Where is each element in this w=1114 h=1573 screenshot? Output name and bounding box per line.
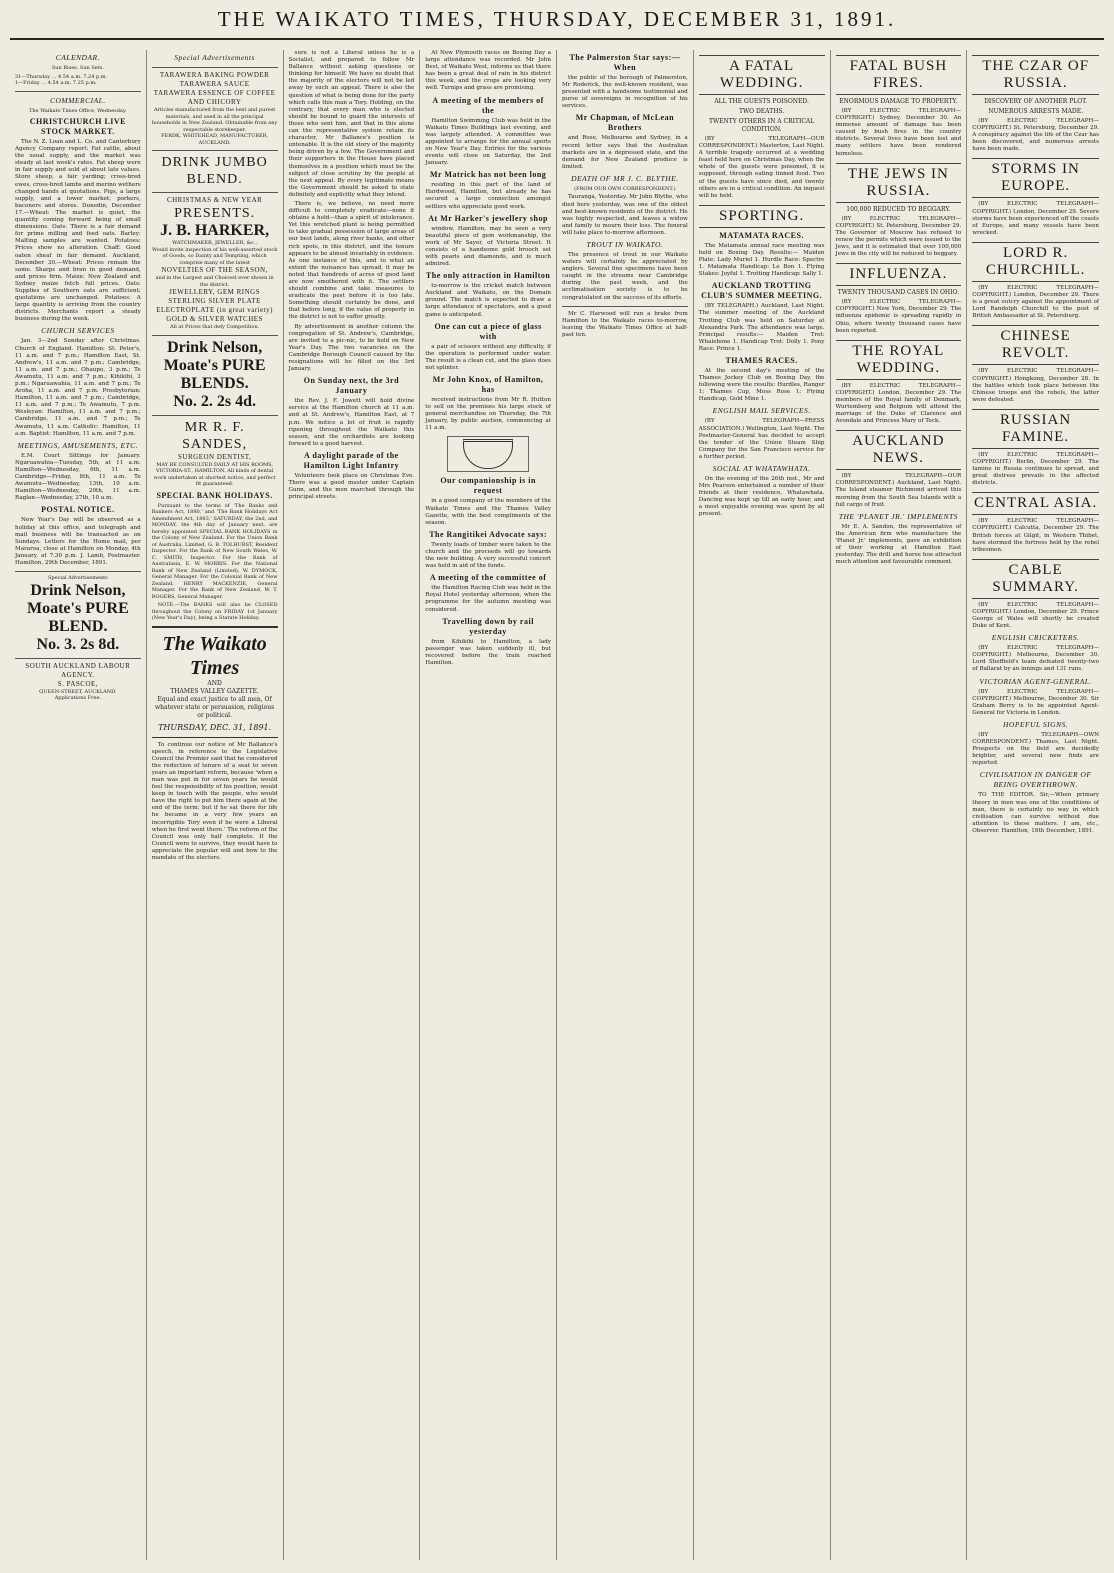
agency-person: S. PASCOE, bbox=[57, 679, 99, 688]
commercial-subheading: The Waikato Times Office, Wednesday. bbox=[29, 107, 127, 114]
harker-name: J. B. HARKER, bbox=[160, 222, 270, 239]
editorial-body: To continue our notice of Mr Ballance's speech, in reference to the Legislative Council the Premier said that he considered the reduction of tenure of a seat to seven years an important reform, because 'when a man was put in for seven years he would feel the responsibility of his position, would keep in touch with the people, who would have the right to put him there again at the end of the term; but if he sat there for life he became in a very few years an incorrigible Tory even if he were a Liberal when he first went there.' The reform of the Council was only half complete. If the Council were to survive, they would have to appreciate the popular will and bow to the mandate of the electors. bbox=[151, 741, 278, 861]
postal-heading: POSTAL NOTICE. bbox=[41, 505, 115, 515]
bank-holidays-heading: SPECIAL BANK HOLIDAYS. bbox=[156, 490, 273, 500]
jews-heading: THE JEWS IN RUSSIA. bbox=[836, 163, 962, 203]
matrick-body: residing in this part of the land of Hardwood, Hamilton, but already he has secured a large connection amongst settlers who appreciate good work. bbox=[425, 182, 551, 210]
central-asia-body: (BY ELECTRIC TELEGRAPH—COPYRIGHT.) Calcutta, December 29. The British forces at Gilgit, in Western Thibet, have stormed the fortress held by the rebel tribesmen. bbox=[972, 518, 1099, 553]
novelties-sub: and in the Largest and Choicest ever shown in the district. bbox=[155, 275, 274, 288]
death-subheading: (FROM OUR OWN CORRESPONDENT.) bbox=[574, 185, 676, 192]
column-2 bbox=[147, 50, 284, 1560]
meetings-heading: MEETINGS, AMUSEMENTS, ETC. bbox=[17, 440, 139, 450]
footer-note: Mr C. Harwood will run a brake from Hamilton to the Waikato races to-morrow, leaving the Waikato Times Office at half-past ten. bbox=[562, 310, 688, 338]
central-asia-heading: CENTRAL ASIA. bbox=[972, 492, 1099, 515]
drink-number: No. 3. bbox=[36, 635, 77, 653]
thames-races-heading: THAMES RACES. bbox=[725, 355, 798, 365]
column-3 bbox=[284, 50, 421, 1560]
meetings-body: E.M. Court Sittings for January. Ngaruawahia—Tuesday, 5th, at 11 a.m. Hamilton—Wednesday, 6th, 11 a.m. Cambridge—Friday, 8th, 11 a.m. Te Awamutu—Wednesday, 13th, 10 a.m. Hamilton—Wednesday, 20th, 11 a.m. Raglan—Wednesday, 27th, 10 a.m. bbox=[15, 452, 141, 502]
calendar-row: 1—Friday ... 4.54 a.m. 7.25 p.m. bbox=[15, 80, 97, 86]
paper-and: AND bbox=[207, 679, 222, 687]
signs-body: (BY TELEGRAPH—OWN CORRESPONDENT.) Thames, Last Night. Prospects on the field are decidedly brighter, and several new finds are reported. bbox=[972, 731, 1099, 767]
harker-body: Would invite inspection of his well-assorted stock of Goods, so Dainty and Tempting, which comprise many of the latest bbox=[152, 246, 278, 266]
czar-body: (BY ELECTRIC TELEGRAPH—COPYRIGHT.) St. Petersburg, December 29. A conspiracy against the life of the Czar has been discovered, and numerous arrests have been made. bbox=[972, 118, 1099, 153]
cut-body: a pair of scissors without any difficulty, if the operation is performed under water. The result is a clean cut, and the glass does not splinter. bbox=[425, 343, 551, 371]
cup-illustration bbox=[447, 436, 529, 472]
church-heading: CHURCH SERVICES bbox=[41, 326, 115, 336]
tarawera-maker: FERDK. WHITEHEAD, MANUFACTURER, AUCKLAND. bbox=[161, 133, 269, 146]
jews-body: (BY ELECTRIC TELEGRAPH—COPYRIGHT.) St. Petersburg, December 29. The Governor of Moscow has refused to renew the permits which were issued to the Jews, and it is estimated that over 100,000 Jews in the city will be reduced to beggary. bbox=[835, 215, 962, 258]
fatal-wedding-body: (BY TELEGRAPH—OUR CORRESPONDENT.) Masterton, Last Night. A terrible tragedy occurred at a wedding feast held here on Christmas Day, when the whole of the guests were poisoned, it is supposed, through eating tinned food. Two of the guests have since died, and twenty others are in a critical condition. An inquest will be held. bbox=[698, 136, 825, 199]
presents-heading: PRESENTS. bbox=[174, 206, 256, 221]
rangitikei-heading: The Rangitikei Advocate says: bbox=[429, 529, 548, 539]
civilisation-body: TO THE EDITOR. Sir,—When primary theory in men was one of the conditions of man, there is certainly no way in which civilisation can survive without due attention to these matters. I am, etc., Observer. Hamilton, 18th December, 1891. bbox=[972, 792, 1099, 834]
jumbo-blend-heading: DRINK JUMBO BLEND. bbox=[161, 155, 268, 187]
divider bbox=[15, 91, 141, 92]
harker-ad bbox=[152, 192, 278, 331]
english-mail-heading: ENGLISH MAIL SERVICES. bbox=[712, 406, 811, 416]
labour-agency-ad bbox=[15, 658, 141, 702]
article-body: At New Plymouth races on Boxing Day a large attendance was recorded. Mr John Best, of Waikato West, informs us that there has been a great deal of rain in his district this week, and the crops are looking very well. Turnips and grass are promising. bbox=[425, 50, 551, 92]
fatal-wedding-sub: ALL THE GUESTS POISONED. bbox=[714, 98, 809, 105]
jan-heading: On Sunday next, the 3rd January bbox=[303, 376, 400, 396]
implements-heading: THE 'PLANET JR.' IMPLEMENTS bbox=[838, 511, 958, 521]
competition-line: All at Prices that defy Competition. bbox=[169, 324, 260, 330]
special-ads-label: Special Advertisements bbox=[47, 575, 108, 582]
divider bbox=[562, 306, 688, 307]
royal-wedding-body: (BY ELECTRIC TELEGRAPH—COPYRIGHT.) London, December 29. The members of the Royal family of Denmark, Wurtemberg and Belgium will attend the marriage of the Duke of Clarence and Avondale and Princess Mary of Teck. bbox=[835, 382, 962, 425]
harker-item: ELECTROPLATE (in great variety) bbox=[156, 306, 274, 314]
railway-heading: A meeting of the committee of bbox=[429, 573, 547, 583]
meeting-body: Hamilton Swimming Club was held in the Waikato Times Buildings last evening, and was largely attended. A committee was appointed to arrange for the annual sports on New Year's Day. Entries for the various events will close on Saturday, the 2nd January. bbox=[425, 117, 551, 167]
death-body: Tauranga, Yesterday. Mr John Blythe, who died here yesterday, was one of the oldest and best-known residents of the district. He was highly respected, and leaves a widow and family to mourn their loss. The funeral will take place to-morrow afternoon. bbox=[562, 194, 688, 236]
column-6 bbox=[694, 50, 831, 1560]
drink2-brand: Drink Nelson, Moate's PURE BLENDS. bbox=[163, 338, 266, 392]
auckland-news-heading: AUCKLAND NEWS. bbox=[836, 430, 962, 470]
nelson-moate-ad bbox=[15, 571, 141, 654]
travelling-heading: Travelling down by rail yesterday bbox=[442, 616, 534, 636]
column-8 bbox=[967, 50, 1104, 1560]
calendar-columns: Sun Rises. Sun Sets. bbox=[51, 65, 104, 71]
paper-title-block bbox=[152, 626, 278, 738]
travelling-body: from Kihikihi to Hamilton, a lady passenger was taken suddenly ill, but recovered before the train reached Hamilton. bbox=[425, 638, 551, 666]
drink-price: 2s 8d. bbox=[80, 635, 120, 653]
article-body: There is, we believe, no need more difficult to completely eradicate—none it obtains a hold—than a spirit of intolerance. Yet this wretched plant is being permitted to take gradual possession of large areas of our best lands, along river banks, and other rich spots, in this district, and the tenure appears to be almost invariably in evidence. As one instance of this, and to what an extent the nuisance has spread, it may be noted that hundreds of acres of good land are now smothered with it. The settlers should combine and take measures to eradicate the pest before it is too late. Something should certainly be done, and that before long, if the value of property in the district is not to suffer greatly. bbox=[288, 200, 415, 321]
trout-body: The presence of trout in our Waikato waters will certainly be appreciated by anglers. Several fine specimens have been caught in the streams near Cambridge during the past week, and the acclimatisation society is to be congratulated on the success of its efforts. bbox=[562, 252, 688, 301]
knox-body: received instructions from Mr R. Hutton to sell on the premises his large stock of general merchandise on Thursday, the 7th January, by public auction, commencing at 11 a.m. bbox=[425, 397, 551, 432]
bank-note: NOTE.—The BANKS will also be CLOSED throughout the Colony on FRIDAY 1st January (New Year's Day), being a Statute Holiday. bbox=[151, 602, 278, 621]
thames-races-body: At the second day's meeting of the Thames Jockey Club on Boxing Day, the following were the results: Hurdles, Ranger 1; Thames Cup, Moss Rose 1; Flying Handicap, Gold Mine 1. bbox=[698, 367, 825, 403]
rangitikei-body: Twenty loads of timber were taken to the church and the proceeds will go towards the new building. A very successful concert was held in aid of the funds. bbox=[425, 541, 551, 570]
calendar-heading: CALENDAR. bbox=[55, 53, 101, 62]
drink2-price: 2s 4d. bbox=[216, 392, 256, 410]
chinese-body: (BY ELECTRIC TELEGRAPH—COPYRIGHT.) Hongkong, December 28. In the battles which took place between the Chinese troops and the rebels, the latter were defeated. bbox=[972, 368, 1099, 403]
influenza-sub: TWENTY THOUSAND CASES IN OHIO. bbox=[837, 289, 959, 297]
agent-body: (BY ELECTRIC TELEGRAPH—COPYRIGHT.) Melbourne, December 30. Sir Graham Berry is to be appointed Agent-General for Victoria in London. bbox=[972, 688, 1099, 716]
fatal-wedding-heading: A FATAL WEDDING. bbox=[699, 55, 825, 95]
novelties-heading: NOVELTIES OF THE SEASON, bbox=[161, 266, 268, 274]
daylight-heading: A daylight parade of the Hamilton Light Infantry bbox=[303, 450, 400, 470]
trout-heading: TROUT IN WAIKATO. bbox=[586, 240, 664, 249]
calendar-row: 31—Thursday ... 4.54 a.m. 7.24 p.m. bbox=[15, 73, 108, 80]
commercial-body: The N. Z. Loan and L. Co. and Canterbury Agency Company report: Fat cattle, about the usual supply, and the market was steady at last week's rates. Fat sheep were in fair supply and sold at about late values. Store sheep, a fair yarding; cross-bred ewes, cross-bred lambs and merino wethers changed hands at quotations. Pigs, a large supply, and a lower market; porkers, baconers and stores. Dunedin, December 17.—Wheat: The market is quiet, the quantity coming forward being of small dimensions. Oats: There is a fair demand for prime milling and feed oats. Barley: Malting samples are wanted. Potatoes: Prices show no alteration. Chaff: Good oaten sheaf in fair demand. Auckland, December 30.—Wheat: Prices remain the same. Sharps and bran in good demand, and prices firm. Maize: New Zealand and Sydney maize fetch full prices. Oats: Supplies of Southern oats are sufficient; quotations are unchanged. Potatoes: A large quantity is arriving from the country districts. Merchants report a steady business during the week. bbox=[15, 139, 141, 323]
trotting-heading: AUCKLAND TROTTING CLUB'S SUMMER MEETING. bbox=[701, 281, 823, 301]
drink-brand: Drink Nelson, Moate's PURE BLEND. bbox=[26, 581, 129, 635]
postal-body: New Year's Day will be observed as a holiday at this office, and telegraph and mail business will be transacted as on Sundays. Letters for the Home mail, per Mararoa, close at Hamilton on Monday, 4th January, at 7.30 p.m. J. Lamb, Postmaster. Hamilton, 29th December, 1891. bbox=[15, 517, 141, 566]
matamata-body: The Matamata annual race meeting was held on Boxing Day. Results:— Maiden Plate: Lady Muriel 1. Hurdle Race: Spectre 1. Matamata Handicap: Le Bon 1. Flying Stakes: Joyful 1. Trotting Handicap: Sally 1. bbox=[698, 242, 825, 278]
civilisation-heading: CIVILISATION IN DANGER OF BEING OVERTHROWN. bbox=[979, 770, 1092, 790]
only-body: to-morrow is the cricket match between Auckland and Waikato, on the Domain ground. The match is expected to draw a large attendance of spectators, and a good game is anticipated. bbox=[425, 283, 551, 318]
bush-fires-body: (BY ELECTRIC TELEGRAPH—COPYRIGHT.) Sydney, December 30. An immense amount of damage has been caused by bush fires in the country districts. Several lives have been lost and many settlers have been rendered homeless. bbox=[835, 108, 962, 157]
cricket-body: (BY ELECTRIC TELEGRAPH—COPYRIGHT.) Melbourne, December 30. Lord Sheffield's team defeated twenty-two of Ballarat by an innings and 131 runs. bbox=[972, 645, 1099, 673]
influenza-body: (BY ELECTRIC TELEGRAPH—COPYRIGHT.) New York, December 29. The influenza epidemic is spreading rapidly in Ohio, where twenty thousand cases have been reported. bbox=[835, 299, 962, 334]
column-5 bbox=[557, 50, 694, 1560]
tarawera-ad bbox=[152, 67, 278, 146]
only-heading: The only attraction in Hamilton bbox=[425, 271, 551, 281]
death-heading: DEATH OF MR J. C. BLYTHE. bbox=[571, 173, 679, 183]
harker-body: window, Hamilton, may be seen a very beautiful piece of gem workmanship, the work of Mr Sayer, of Victoria Street. It consists of a handsome gold brooch set with pearls and diamonds, and is much admired. bbox=[425, 225, 551, 268]
meeting-heading: A meeting of the members of the bbox=[432, 95, 544, 115]
czar-sub: DISCOVERY OF ANOTHER PLOT. bbox=[984, 98, 1088, 105]
auckland-news-body: (BY TELEGRAPH—OUR CORRESPONDENT.) Auckland, Last Night. The Island steamer Richmond arrived this morning from the South Sea Islands with a full cargo of fruit. bbox=[835, 473, 962, 508]
social-body: On the evening of the 26th inst., Mr and Mrs Pearson entertained a number of their friends at their residence, Whatawhata. Dancing was kept up till an early hour, and a most enjoyable evening was spent by all present. bbox=[698, 476, 825, 518]
trotting-body: (BY TELEGRAPH.) Auckland, Last Night. The summer meeting of the Auckland Trotting Club was held on Saturday at Alexandra Park. The attendance was large. Principal results:— Maiden Trot: Whalebone 1. Handicap Trot: Dolly 1. Pony Race: Prince 1. bbox=[698, 303, 825, 352]
column-7 bbox=[831, 50, 968, 1560]
cut-heading: One can cut a piece of glass with bbox=[434, 321, 542, 341]
commercial-heading: COMMERCIAL. bbox=[50, 95, 106, 105]
paper-date: THURSDAY, DEC. 31, 1891. bbox=[158, 722, 272, 732]
star-body: the public of the borough of Palmerston, Mr Roderick, the well-known resident, was presented with a handsome testimonial and purse of sovereigns in recognition of his services. bbox=[562, 75, 688, 110]
social-heading: SOCIAL AT WHATAWHATA. bbox=[712, 464, 811, 473]
cable-body: (BY ELECTRIC TELEGRAPH—COPYRIGHT.) London, December 29. Prince George of Wales will shortly be created Duke of Kent. bbox=[972, 601, 1099, 630]
czar-sub2: NUMEROUS ARRESTS MADE. bbox=[988, 108, 1084, 115]
dentist-name: MR R. F. SANDES, bbox=[182, 419, 248, 452]
columns bbox=[10, 50, 1104, 1560]
fatal-wedding-sub3: TWENTY OTHERS IN A CRITICAL CONDITION. bbox=[708, 118, 815, 133]
paper-subtitle: THAMES VALLEY GAZETTE. bbox=[170, 687, 259, 695]
railway-body: the Hamilton Racing Club was held in the Royal Hotel yesterday afternoon, when the programme for the autumn meeting was considered. bbox=[425, 585, 551, 613]
chapman-body: and Rose, Melbourne and Sydney, in a recent letter says that the Australian markets are in a depressed state, and the demand for New Zealand produce is limited. bbox=[562, 135, 688, 170]
harker-item: STERLING SILVER PLATE bbox=[168, 297, 261, 305]
churchill-body: (BY ELECTRIC TELEGRAPH—COPYRIGHT.) London, December 29. There is a great outcry against the appointment of Lord Randolph Churchill to the post of British Ambassador at St. Petersburg. bbox=[972, 284, 1099, 320]
sporting-heading: SPORTING. bbox=[699, 205, 825, 228]
harker-item: GOLD & SILVER WATCHES bbox=[166, 315, 263, 323]
royal-wedding-heading: THE ROYAL WEDDING. bbox=[836, 340, 962, 380]
agency-note: Applications Free. bbox=[54, 695, 102, 702]
pic-caption: Our companionship is in request bbox=[440, 476, 536, 496]
cup-icon bbox=[463, 439, 513, 469]
tarawera-body: Articles manufactured from the best and purest materials, and used in all the principal households in New Zealand. Obtainable from any respectable storekeeper. bbox=[151, 107, 278, 133]
agency-name: SOUTH AUCKLAND LABOUR AGENCY. bbox=[25, 661, 131, 679]
column-1 bbox=[10, 50, 147, 1560]
jan-body: the Rev. J. F. Jowett will hold divine service at the Hamilton church at 11 a.m. and at St. Andrew's, Hamilton East, at 7 p.m. We notice a lot of fruit is rapidly ripening throughout the Waikato this season, and the orchardists are looking forward to a good harvest. bbox=[288, 398, 415, 447]
paper-name: The Waikato Times bbox=[162, 632, 267, 679]
pure-blends-ad bbox=[152, 335, 278, 411]
harker-item: JEWELLERY, GEM RINGS bbox=[169, 288, 261, 296]
drink2-number: No. 2. bbox=[173, 392, 213, 410]
famine-body: (BY ELECTRIC TELEGRAPH—COPYRIGHT.) Berlin, December 29. The famine in Russia continues to spread, and great distress prevails in the affected districts. bbox=[972, 451, 1099, 487]
chinese-heading: CHINESE REVOLT. bbox=[972, 325, 1099, 365]
cable-heading: CABLE SUMMARY. bbox=[972, 559, 1099, 599]
paper-motto: Equal and exact justice to all men, Of whatever state or persuasion, religious or political. bbox=[155, 695, 275, 719]
bush-fires-heading: FATAL BUSH FIRES. bbox=[836, 55, 962, 95]
dentist-body: MAY BE CONSULTED DAILY AT HIS ROOMS, VICTORIA-ST., HAMILTON. All kinds of dental work undertaken at shortest notice, and perfect fit guaranteed. bbox=[153, 461, 276, 487]
influenza-heading: INFLUENZA. bbox=[836, 263, 962, 286]
pic-body: in a good company of the members of the Waikato Times and the Thames Valley Gazette, with the best compliments of the season. bbox=[425, 498, 551, 526]
agent-heading: VICTORIAN AGENT-GENERAL. bbox=[979, 676, 1092, 686]
dentist-ad bbox=[152, 415, 278, 488]
english-mail-body: (BY TELEGRAPH—PRESS ASSOCIATION.) Wellington, Last Night. The Postmaster-General has decided to accept the tender of the Union Steam Ship Company for the San Francisco service for a further period. bbox=[698, 418, 825, 460]
article-body: By advertisement in another column the congregation of St. Andrew's, Cambridge, are invited to a pic-nic, to be held on New Year's Day. The two vacancies on the Cambridge Borough Council caused by the resignations will be filled on the 3rd January. bbox=[288, 323, 415, 373]
masthead: THE WAIKATO TIMES, THURSDAY, DECEMBER 31, 1891. bbox=[10, 0, 1104, 40]
knox-heading: Mr John Knox, of Hamilton, has bbox=[432, 375, 544, 394]
harker-trade: WATCHMAKER, JEWELLER, &c., bbox=[172, 240, 258, 246]
cricket-heading: ENGLISH CRICKETERS. bbox=[991, 633, 1080, 643]
jews-sub: 100,000 REDUCED TO BEGGARY. bbox=[846, 205, 951, 213]
churchill-heading: LORD R. CHURCHILL. bbox=[972, 242, 1099, 282]
article-body: sure is not a Liberal unless he is a Socialist, and prepared to follow Mr Ballance without asking questions or thinking for himself. We have no doubt that the majority of the electors will not be led away by such an appeal. There is also the question of what is being done for the party which calls this man a Tory. Holding, on the contrary, that every man who is elected should be bound to guard the interests of those who sent him, and that in this alone can the representative system retain its character, Mr Ballance's position is untenable. It is the old story of the majority being driven by a few. The Government and their supporters in the House have placed themselves in a position which must be the subject of close scrutiny by the people at the next appeal. By every legitimate means the Government should be asked to state definitely and explicitly what they intend. bbox=[288, 50, 415, 198]
xmas-heading: CHRISTMAS & NEW YEAR bbox=[166, 196, 263, 204]
jumbo-blend-ad bbox=[152, 150, 278, 188]
chapman-heading: Mr Chapman, of McLean Brothers bbox=[575, 113, 675, 133]
tarawera-line: TARAWERA ESSENCE OF COFFEE AND CHICORY bbox=[153, 89, 276, 106]
bank-holidays-body: Pursuant to the terms of 'The Banks and Bankers Act, 1880,' and 'The Bank Holidays Act Amendment Act, 1883,' SATURDAY, the 2nd, and MONDAY, the 4th day of January next, are hereby appointed SPECIAL BANK HOLIDAYS in the Colony of New Zealand. For the Union Bank of Australia, Limited, G. B. TOLHURST, Resident Inspector. For the Bank of New South Wales, W. C. SMITH, Inspector. For the Bank of Australasia, E. W. MORRIS. For the National Bank of New Zealand (Limited), W. DYMOCK, General Manager. For the Colonial Bank of New Zealand, HENRY MACKENZIE, General Manager. For the Bank of New Zealand, W. T. ROGERS, General Manager. bbox=[151, 502, 278, 600]
daylight-body: Volunteers took place on Christmas Eve. There was a good muster under Captain Gunn, and the men marched through the principal streets. bbox=[288, 472, 415, 501]
bush-fires-sub: ENORMOUS DAMAGE TO PROPERTY. bbox=[839, 98, 958, 105]
tarawera-line: TARAWERA BAKING POWDER bbox=[159, 71, 270, 79]
christchurch-heading: CHRISTCHURCH LIVE STOCK MARKET. bbox=[29, 117, 127, 136]
agency-address: QUEEN-STREET, AUCKLAND. bbox=[39, 688, 117, 695]
star-heading: The Palmerston Star says:—When bbox=[569, 53, 681, 72]
harker-heading: At Mr Harker's jewellery shop bbox=[428, 213, 548, 223]
fatal-wedding-sub2: TWO DEATHS. bbox=[739, 108, 785, 115]
matrick-heading: Mr Matrick has not been long bbox=[429, 170, 547, 180]
column-4 bbox=[420, 50, 557, 1560]
church-body: Jan. 3—2nd Sunday after Christmas. Church of England. Hamilton: St. Peter's, 11 a.m. and 7 p.m.; Hamilton East, St. Andrew's, 11 a.m. and 7 p.m.; Cambridge, 11 a.m. and 7 p.m.; Ohaupo, 3 p.m.; Te Awamutu, 11 a.m. and 7 p.m.; Kihikihi, 3 p.m.; Ngaruawahia, 11 a.m. and 7 p.m.; Te Aroha, 11 a.m. and 7 p.m. Presbyterian: Hamilton, 11 a.m. and 7 p.m.; Cambridge, 11 a.m. and 7 p.m.; Te Awamutu, 7 p.m. Wesleyan: Hamilton, 11 a.m. and 7 p.m.; Cambridge, 11 a.m. and 7 p.m.; Te Awamutu, 11 a.m. Catholic: Hamilton, 11 a.m. Baptist: Hamilton, 11 a.m. and 7 p.m. bbox=[15, 338, 141, 437]
tarawera-line: TARAWERA SAUCE bbox=[179, 80, 250, 88]
dentist-title: SURGEON DENTIST, bbox=[178, 452, 252, 461]
implements-body: Mr E. A. Sandon, the representative of the American firm who manufacture the 'Planet Jr.' implements, gave an exhibition of their working at Hamilton East yesterday. The drill and horse hoe attracted much attention and favourable comment. bbox=[835, 523, 962, 566]
matamata-heading: MATAMATA RACES. bbox=[719, 230, 804, 240]
storms-body: (BY ELECTRIC TELEGRAPH—COPYRIGHT.) London, December 29. Severe storms have been experienced off the coasts of Europe, and many vessels have been wrecked. bbox=[972, 201, 1099, 236]
famine-heading: RUSSIAN FAMINE. bbox=[972, 409, 1099, 449]
czar-heading: THE CZAR OF RUSSIA. bbox=[972, 55, 1099, 95]
storms-heading: STORMS IN EUROPE. bbox=[972, 158, 1099, 198]
special-ads-heading: Special Advertisements bbox=[174, 53, 255, 62]
signs-heading: HOPEFUL SIGNS. bbox=[1003, 719, 1069, 729]
